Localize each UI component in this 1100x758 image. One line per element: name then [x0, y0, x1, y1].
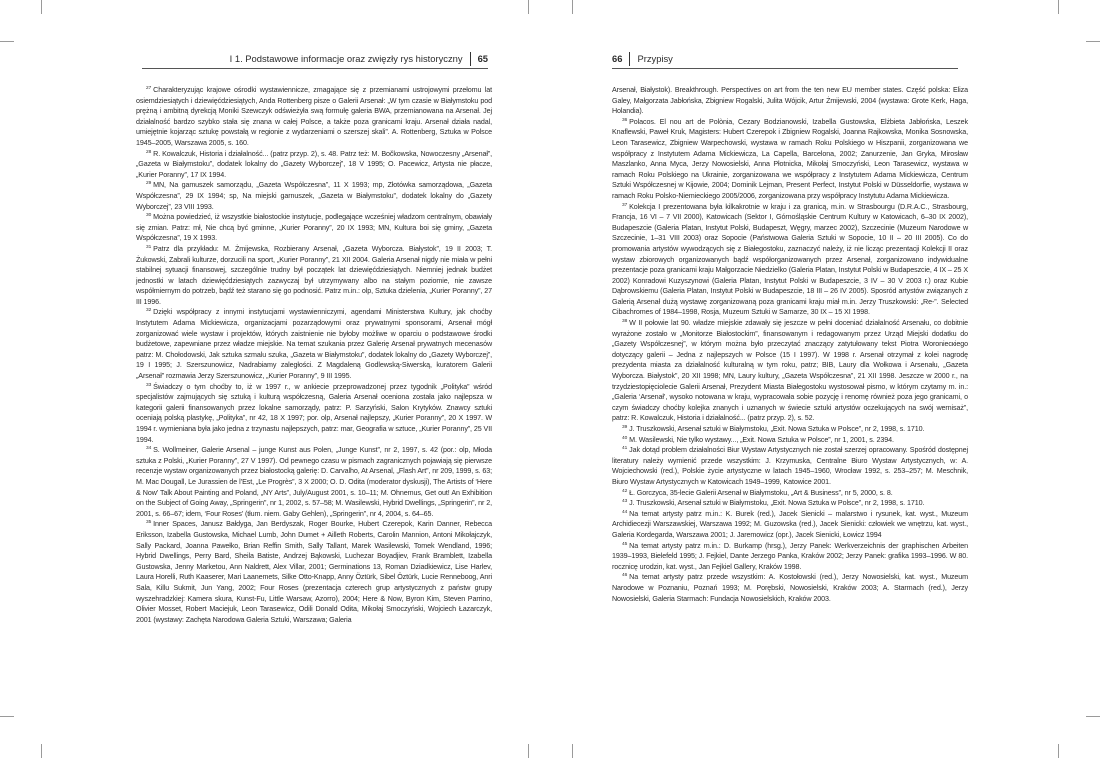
- footnote: [136, 149, 492, 181]
- footnote-text: M. Wasilewski, Nie tylko wystawy..., „Exit. Nowa Sztuka w Polsce”, nr 1, 2001, s. 2394.: [629, 435, 894, 444]
- footnote: [612, 202, 968, 319]
- footnote-number: 38: [622, 319, 628, 325]
- footnote-number: 39: [622, 425, 628, 430]
- footnote-number: 32: [146, 308, 152, 314]
- footnote-number: 42: [622, 488, 628, 494]
- footnote: [612, 117, 968, 202]
- footnote-number: 31: [146, 244, 152, 250]
- footnote: [136, 180, 492, 212]
- footnote: [612, 435, 968, 446]
- footnote: [136, 445, 492, 519]
- footnote-text: R. Kowalczuk, Historia i działalność... (patrz przyp. 2), s. 48. Patrz też: M. Bočkowska, Nowoczesny „Arsenał”, „Gazeta w Białymstoku”, dodatek lokalny do „Gazety Wyborczej”, 18 V 1995; O. Pacewicz, Artysta nie płacze, „Kurier Poranny”, 17 IX 1994.: [136, 149, 492, 179]
- footnote: [612, 509, 968, 541]
- footnote-text: J. Truszkowski, Arsenał sztuki w Białymstoku, „Exit. Nowa Sztuka w Polsce”, nr 2, 1998, s. 1710.: [629, 499, 925, 508]
- footnote-number: 28: [146, 149, 152, 155]
- footnote-text: Inner Spaces, Janusz Bałdyga, Jan Berdyszak, Roger Bourke, Hubert Czerepok, Karin Danner, Rebecca Eriksson, Izabella Gustowska, Michael Lumb, John Dumet + Ailleth Roberts, Carolin Mannion, Antoni Mikołajczyk, Sally Packard, Joanna Pawełko, Brian Reffin Smith, Sally Tallant, Marek Wasilewski, Tomek Wendland, 1996; Hybrid Dwellings, Perry Bard, Sheila Batiste, Andrzej Bąkowski, Luchezar Boyadjiev, Frank Bramblett, Izabella Gustowska, Jenny Marketou, Ann Naldrett, Alex Villar, 2001; Germinations 13, Roman Dziadkiewicz, Lise Harlev, Laura Horelli, Ruth Kaaserer, Mari Laanemets, Silke Otto-Knapp, Anny Öztürk, Sibel Öztürk, Lucie Renneboog, Anri Sala, Killu Sukmit, Jun Yang, 2002; Four Roses (prezentacja czterech grup artystycznych z państw grupy wyszehradzkiej: Kamera skura, Kunst-Fu, Little Warsaw, Azorro), 2004; Here & Now, Byron Kim, Steven Parrino, Olivier Mosset, Robert Maciejuk, Leon Tarasewicz, Odili Donald Odita, Mikołaj Smoczyński, Wojciech Łazarczyk, 2001 (wystawy: Zachęta Narodowa Galeria Sztuki, Warszawa; Galeria: [136, 520, 492, 624]
- footnote-text: Patrz dla przykładu: M. Żmijewska, Rozbierany Arsenał, „Gazeta Wyborcza. Białystok”, 19 II 2003; T. Żukowski, Zabrali kulturze, dorzucili na sport, „Kurier Poranny”, 21 XII 2004. Galeria Arsenał nigdy nie miała w pełni stabilnej sytuacji finansowej, szczególnie trudny był początek lat dziewięćdziesiątych. Niemniej jednak budżet jednostki w latach dziewięćdziesiątych zazwyczaj był utrzymywany albo na stałym poziomie, nie zawsze współmiernym do potrzeb, bądź też starano się go podnosić. Patrz m.in.: olp, Sztuka dzielenia, „Kurier Poranny”, 27 III 1996.: [136, 244, 492, 306]
- footnote-number: 45: [622, 541, 628, 547]
- footnote: [136, 244, 492, 308]
- running-head-divider: [629, 52, 630, 66]
- header-rule: [612, 68, 958, 69]
- footnotes-column: [136, 85, 492, 625]
- footnote-text: Na temat artysty patrz m.in.: K. Burek (red.), Jacek Sienicki – malarstwo i rysunek, kat. wyst., Muzeum Archidiecezji Warszawskiej, Warszawa 1992; M. Guzowska (red.), Jacek Sienicki: człowiek we wnętrzu, kat. wyst., Galeria Kordegarda, Warszawa 2001; J. Jaremowicz (opr.), Jacek Sienicki, Łowicz 1994: [612, 509, 968, 539]
- footnote-text: Arsenał, Białystok). Breakthrough. Perspectives on art from the ten new EU member states. Część polska: Eliza Galey, Małgorzata Jabłońska, Zbigniew Rogalski, Julita Wójcik, Artur Żmijewski, 2004 (wystawa: Grote Kerk, Haga, Holandia).: [612, 86, 968, 116]
- footnote-number: 46: [622, 573, 628, 579]
- footnote-number: 36: [622, 117, 628, 123]
- footnote-number: 37: [622, 202, 628, 208]
- footnote-text: J. Truszkowski, Arsenał sztuki w Białymstoku, „Exit. Nowa Sztuka w Polsce”, nr 2, 1998, s. 1710.: [629, 425, 925, 433]
- footnote-text: Kolekcja I prezentowana była kilkakrotnie w kraju i za granicą, m.in. w Strasbourgu (D.R.A.C., Strasbourg, Francja, 16 VI – 7 VII 2000), Katowicach (Sektor I, Górnośląskie Centrum Kultury w Katowicach, 6–30 IX 2002), Budapeszcie (Galeria Platan, Instytut Polski, Budapeszt, Węgry, marzec 2002), Szczecinie (Muzeum Narodowe w Szczecinie, 1–31 VIII 2003) oraz Sopocie (Państwowa Galeria Sztuki w Sopocie, 10 II – 20 III 2005). Co do promowania artystów wywodzących się z Białegostoku, zaznaczyć należy, iż nie licząc prezentacji Kolekcji II oraz wystaw zbiorowych organizowanych bądź współorganizowanych przez Arsenał, zorganizowano indywidualne prezentacje poza granicami kraju Małgorzacie Niedzielko (Galeria Platan, Instytut Polski w Budapeszcie, 4 IX – 25 X 2002) Konradowi Kuzyszynowi (Galeria Platan, Instytut Polski w Budapeszcie, 3 IV – 30 V 2003 r.) oraz Kubie Dąbrowskiemu (Galeria Platan, Instytut Polski w Budapeszcie, 18 III – 26 IV 2005). Sposród artystów związanych z Galerią Arsenał dużą wystawę zorganizowaną poza granicami kraju miał m.in. Jerzy Truszkowski: „Re-”. Selected Cibachromes of 1984–1998, Rosja, Muzeum Sztuki w Samarze, 30 IX – 15 XI 1998.: [612, 202, 968, 317]
- footnote-number: 34: [146, 446, 152, 452]
- footnote: [612, 424, 968, 435]
- running-head: [612, 52, 673, 66]
- page-number: 65: [477, 53, 488, 64]
- footnote-number: 29: [146, 181, 152, 187]
- running-head-divider: [470, 52, 471, 66]
- footnote-text: Można powiedzieć, iż wszystkie białostockie instytucje, podlegające wcześniej władzom centralnym, obawiały się zmian. Patrz: mł, Nie chcą być gminne, „Kurier Poranny”, 20 IX 1993; MN, Kultura boi się gminy, „Gazeta Współczesna”, 19 X 1993.: [136, 213, 492, 243]
- footnote-text: Na temat artysty patrz m.in.: D. Burkamp (hrsg.), Jerzy Panek: Werkverzeichnis der graphischen Arbeiten 1939–1993, Bielefeld 1995; J. Fejkiel, Dante Jerzego Panka, Kraków 2002; Jerzy Panek: grafika 1993–1996. W 80. rocznicę urodzin, kat. wyst., Jan Fejkiel Gallery, Kraków 1998.: [612, 541, 968, 571]
- footnote-text: Ł. Gorczyca, 35-lecie Galerii Arsenał w Białymstoku, „Art & Business”, nr 5, 2000, s. 8.: [629, 488, 893, 497]
- running-head: [230, 52, 488, 66]
- footnote: [612, 318, 968, 424]
- footnote: [612, 445, 968, 487]
- footnotes-column: [612, 85, 968, 604]
- footnote-number: 41: [622, 446, 628, 452]
- page-number: 66: [612, 53, 623, 64]
- footnote: [612, 572, 968, 604]
- footnote-number: 33: [146, 382, 152, 388]
- footnote-text: Dzięki współpracy z innymi instytucjami wystawienniczymi, agendami Ministerstwa Kultury, jak choćby Instytutem Adama Mickiewicza, organizacjami pozarządowymi oraz prywatnymi sponsorami, Arsenał mógł zorganizować wiele wystaw i projektów, których zaistnienie nie byłoby możliwe w oparciu o podstawowe środki budżetowe, zapewniane przez władze miejskie. Na temat szukania przez Galerię Arsenał prywatnych mecenasów patrz: M. Chołodowski, Jak sztuka szmalu szuka, „Gazeta w Białymstoku”, dodatek lokalny do „Gazety Wyborczej”, 19 I 1995; J. Szerszunowicz, Nadrabiamy zaległości. Z Magdaleną Godlewską-Siwerską, kuratorem Galerii „Arsenał” rozmawia Jerzy Szerszunowicz, „Kurier Poranny”, 9 III 1995.: [136, 308, 492, 381]
- header-rule: [142, 68, 488, 69]
- footnote-number: 35: [146, 520, 152, 526]
- footnote-text: MN, Na gamuszek samorządu, „Gazeta Współczesna”, 11 X 1993; mp, Złotówka samorządowa, „Gazeta Współczesna”, 29 IX 1994; sp, Na miejski garnuszek, „Gazeta w Białymstoku”, dodatek lokalny do „Gazety Wyborczej”, 23 VIII 1993.: [136, 181, 492, 211]
- footnote: [136, 382, 492, 446]
- right-page: [550, 0, 1100, 758]
- footnote-number: 40: [622, 435, 628, 441]
- footnote: [136, 307, 492, 381]
- chapter-title: Przypisy: [637, 53, 673, 64]
- footnote: [612, 85, 968, 117]
- footnote: [612, 488, 968, 499]
- footnote-number: 30: [146, 213, 152, 219]
- footnote-text: Świadczy o tym choćby to, iż w 1997 r., w ankiecie przeprowadzonej przez tygodnik „Polityka” wśród specjalistów zajmujących się sztuką i kulturą współczesną, Galeria Arsenał oceniona została jako najlepsza w kategorii galerii finansowanych przez lokalne samorządy, patrz: P. Sarzyński, Salon Krytyków. Znawcy sztuki oceniają polską plastykę, „Polityka”, nr 42, 18 X 1997; por. olp, Arsenał najlepszy, „Kurier Poranny”, 20 X 1997. W 1994 r. wymieniana była jako jedna z trzynastu najlepszych, patrz: mar, Geografia w sztuce, „Kurier Poranny”, 25 VII 1994.: [136, 382, 492, 444]
- footnote-number: 43: [622, 499, 628, 505]
- chapter-title: I 1. Podstawowe informacje oraz zwięzły rys historyczny: [229, 53, 463, 64]
- footnote-text: Charakteryzując krajowe ośrodki wystawiennicze, zmagające się z przemianami ustrojowymi przełomu lat osiemdziesiątych i dziewięćdziesiątych, Anda Rottenberg pisze o Galerii Arsenał: „W tym czasie w Białymstoku pod prężną i ambitną dyrekcją Moniki Szewczyk odświeżyła swą formułę galeria BWA, przemianowana na Arsenał. Jej działalność bardzo szybko stała się znana w całej Polsce, a także poza granicami kraju. Arsenał działa nadal, umiejętnie kojarząc sztukę powstałą w regionie z wydarzeniami o szerszej skali”. A. Rottenberg, Sztuka w Polsce 1945–2005, Warszawa 2005, s. 160.: [136, 86, 492, 147]
- footnote-number: 27: [146, 86, 152, 91]
- footnote-text: W II połowie lat 90. władze miejskie zdawały się jeszcze w pełni doceniać działalność Arsenału, co dobitnie wyrażone zostało w „Monitorze Białostockim”, finansowanym i redagowanym przez Urząd Miejski dodatku do „Gazety Współczesnej”, w którym można było przeczytać znaczący zatytułowany tekst Piotra Woroniecкiego dotyczący galerii – Jedna z najlepszych w Polsce (15 I 1997). W 1998 r. Arsenał otrzymał z kolei nagrodę prezydenta miasta za działalność kulturalną w tym roku, patrz; BIB, Laury dla Wołkowa i Arsenału, „Gazeta Wyborcza. Białystok”, 20 XII 1998; MN, Laury kultury, „Gazeta Współczesna”, 21 XII 1998. Jeszcze w 2000 r., na trzydziestopięciolecie Galerii Arsenał, Prezydent Miasta Białegostoku wystosował pismo, w którym czytamy m. in.: „Galeria ‘Arsenał’, wysoko notowana w kraju, wypracowała sobie pozycję i renomę również poza jego granicami, o czym świadczy choćby kolejka znanych i uznanych w świecie sztuki artystów oczekujących na swój wernisaż”, patrz: R. Kowalczuk, Historia i działalność... (patrz przyp. 2), s. 52.: [612, 319, 968, 423]
- footnote-text: S. Wollmeiner, Galerie Arsenal – junge Kunst aus Polen, „Junge Kunst”, nr 2, 1997, s. 42 (por.: olp, Młoda sztuka z Polski, „Kurier Poranny”, 27 V 1997). Od pewnego czasu w pismach zagranicznych pojawiają się pierwsze recenzje wystaw organizowanych przez białostocką galerię: D. Carvalho, At Arsenal, „Flash Art”, nr 209, 1999, s. 63; M. Mac Dougall, Le Jurassien de l’Est, „Le Progrès”, 3 X 2000; O. D. Odita (moderator dyskusji), The Artists of ‘Here & Now’ Talk About Painting and Poland, „NY Arts”, July/August 2001, s. 10–11; M. Ohnemus, Get out! An Exhibition on the Subject of Going Away, „Springerin”, nr 1, 2002, s. 57–58; M. Wasilewski, Hybrid Dwellings, „Springerin”, nr 2, 2001, s. 66–67; idem, ‘Four Roses’ (tłum. niem. Gaby Gehlen), „Springerin”, nr 4, 2004, s. 64–65.: [136, 446, 492, 518]
- footnote-text: Jak dotąd problem działalności Biur Wystaw Artystycznych nie został szerzej opracowany. Spośród dostępnej literatury należy wymienić przede wszystkim: J. Krzymuska, Centralne Biuro Wystaw Artystycznych, w: A. Wojciechowski (red.), Polskie życie artystyczne w latach 1945–1960, Wrocław 1992, s. 253–257; M. Meschnik, Biuro Wystaw Artystycznych w Katowicach 1949–1999, Katowice 2001.: [612, 446, 968, 486]
- footnote-text: Polacos. El nou art de Polònia, Cezary Bodzianowski, Izabella Gustowska, Elżbieta Jabłońska, Leszek Knaflewski, Paweł Kruk, Magisters: Hubert Czerepok i Zbigniew Rogalski, Joanna Rajkowska, Monika Sosnowska, Leon Tarasewicz, Zbigniew Warpechowski, wystawa w ramach Roku Polskiego w Hiszpanii, zorganizowana we współpracy z Instytutem Adama Mickiewicza, La Capella, Barcelona, 2002; Zanurzenie, Jan Gryka, Mirosław Maszlanko, Anna Myca, Jerzy Nowosielski, Anna Płotnicka, Mikołaj Smoczyński, Leon Tarasewicz, wystawa w ramach Roku Polskiego na Ukrainie, zorganizowana we współpracy z Instytutem Adama Mickiewicza, Centrum Sztuki Współczesnej w Kijowie, 2004; Dominik Lejman, Present Perfect, Instytut Polski w Düsseldorfie, wystawa w ramach Roku Polsko-Niemieckiego 2005/2006, zorganizowana przy współpracy Instytutu Adama Mickiewicza.: [612, 117, 968, 200]
- footnote: [136, 85, 492, 149]
- footnote: [136, 212, 492, 244]
- footnote: [612, 498, 968, 509]
- footnote: [612, 541, 968, 573]
- footnote: [136, 519, 492, 625]
- footnote-number: 44: [622, 509, 628, 515]
- footnote-text: Na temat artysty patrz przede wszystkim: A. Kostołowski (red.), Jerzy Nowosielski, kat. wyst., Muzeum Narodowe w Poznaniu, Poznań 1993; M. Porębski, Nowosielski, Kraków 2003; A. Starmach (red.), Jerzy Nowosielski, Galeria Starmach: Fundacja Nowosielskich, Kraków 2003.: [612, 573, 968, 603]
